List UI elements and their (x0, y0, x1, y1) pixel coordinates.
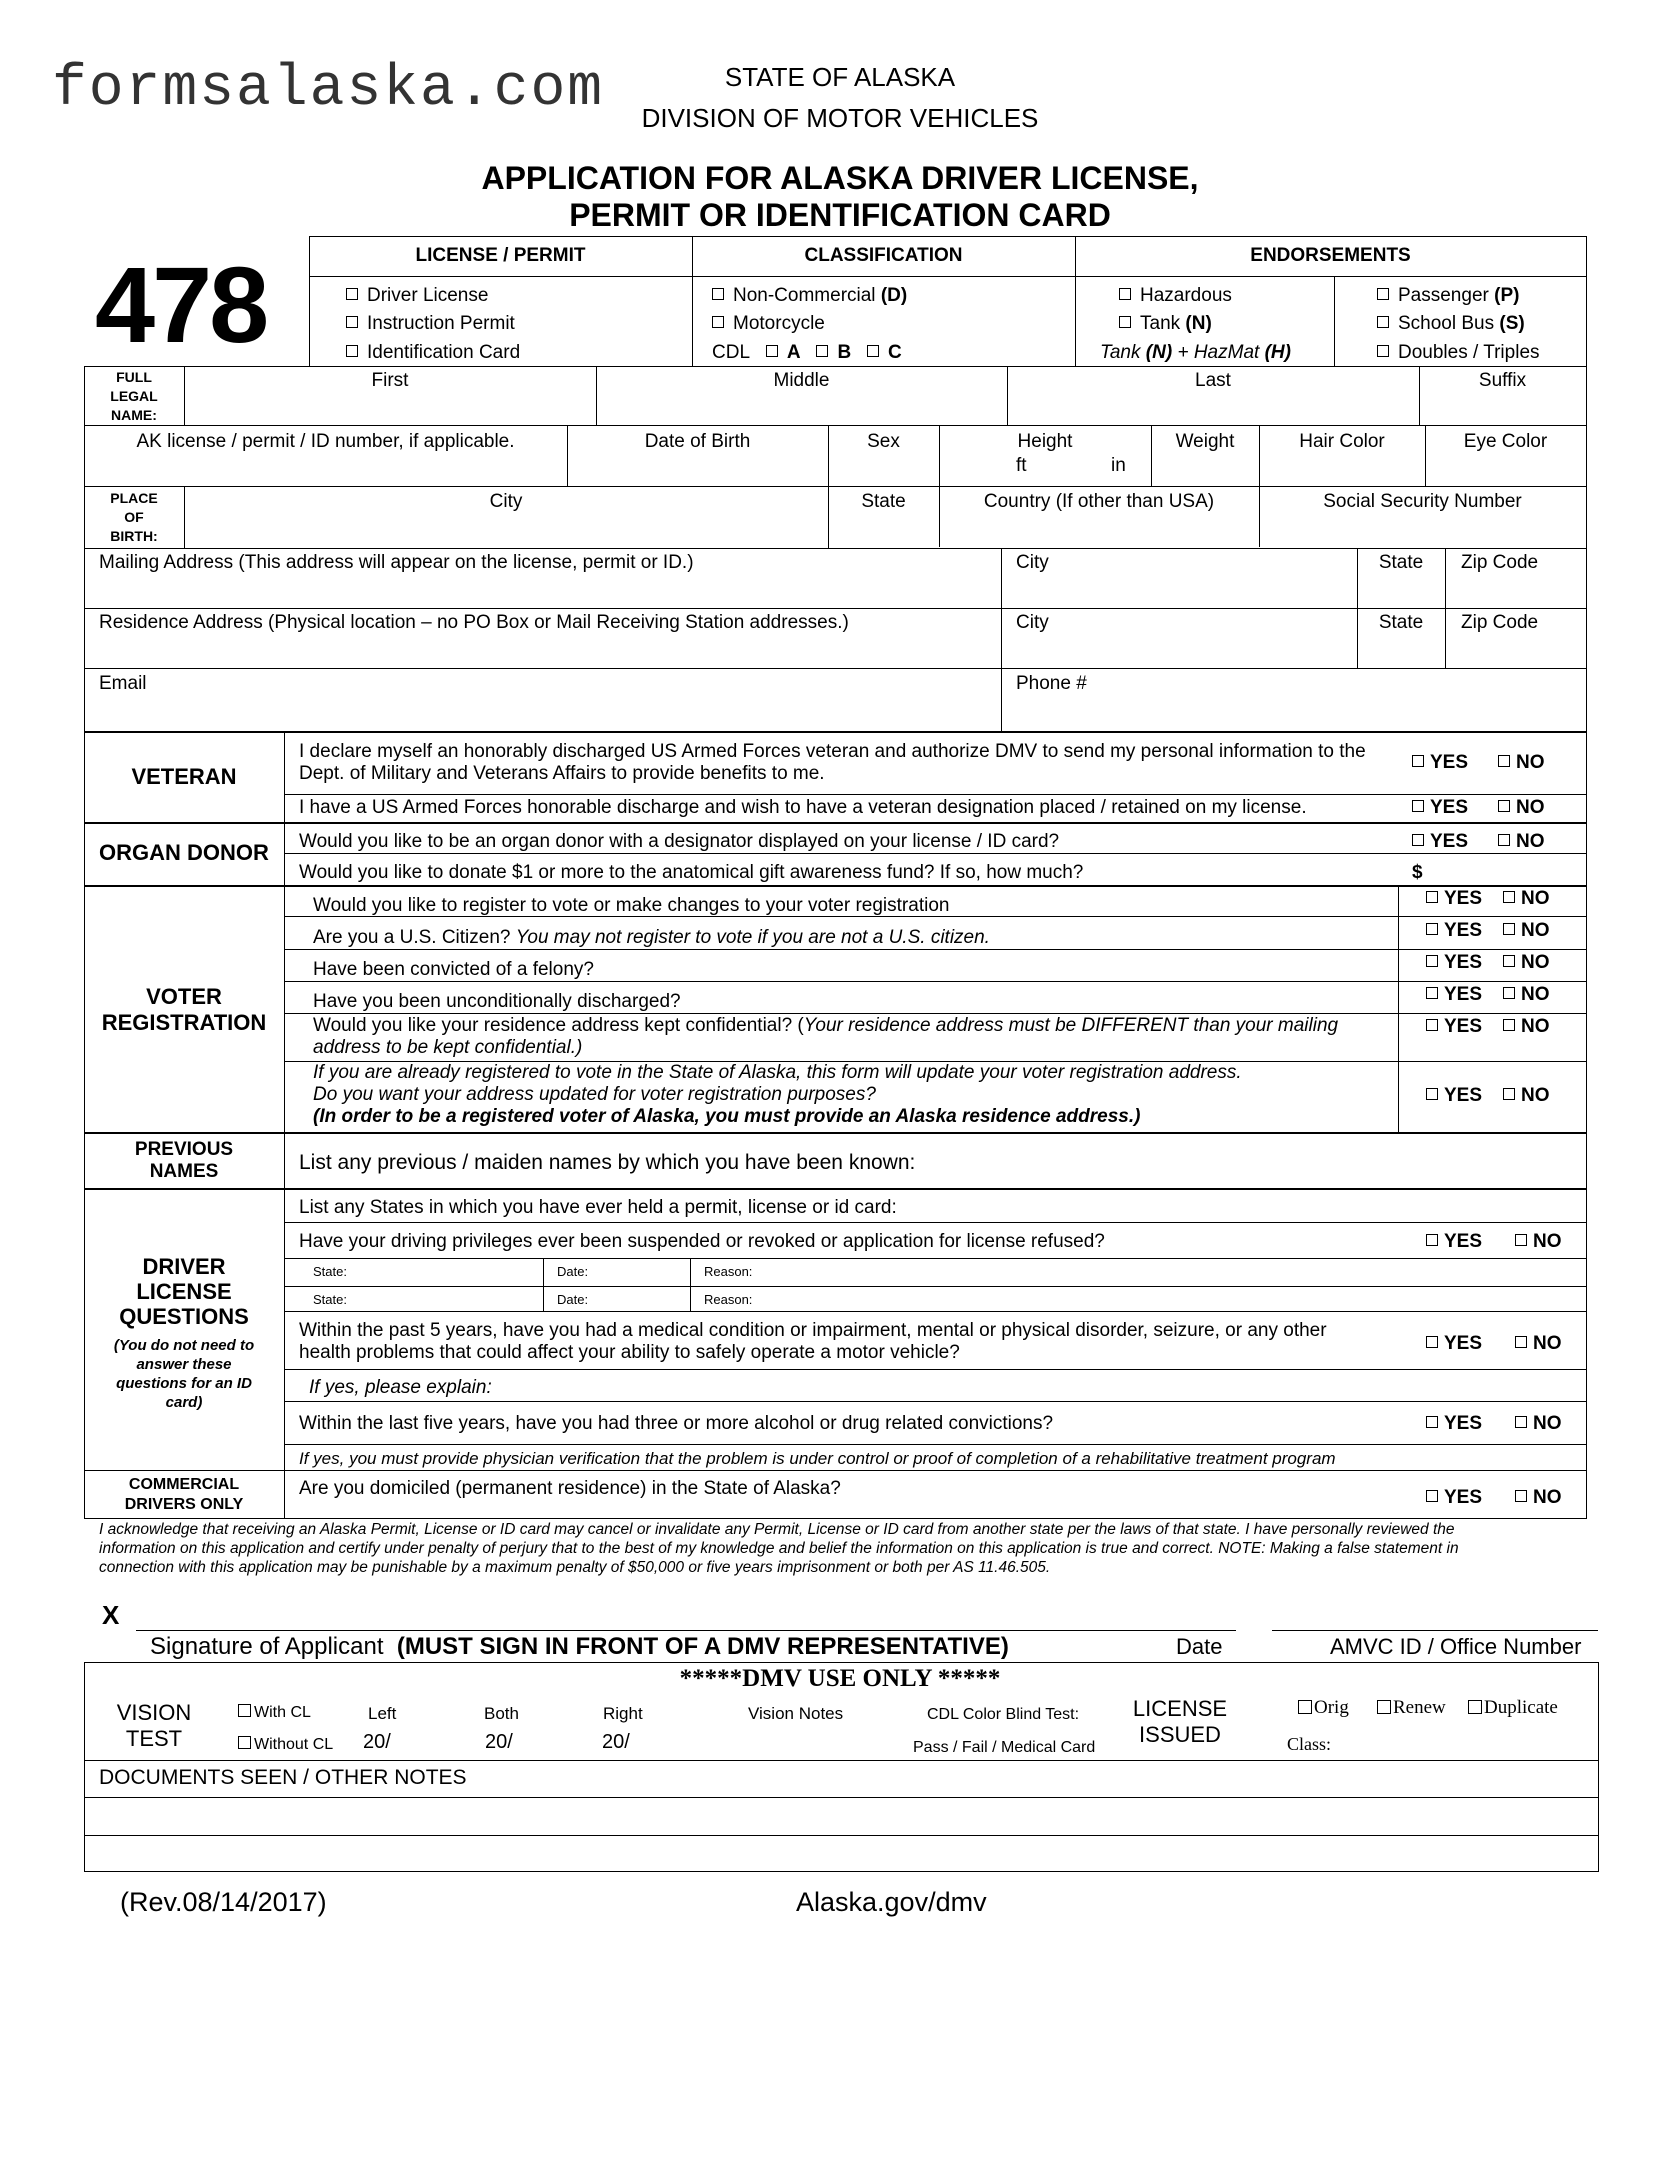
checkbox[interactable] (712, 288, 724, 300)
voter-q2-no[interactable]: NO (1503, 920, 1550, 942)
dlq-note-3: questions for an ID (116, 1375, 252, 1392)
veteran-q2-yes[interactable]: YES (1412, 797, 1468, 819)
signature-label: Signature of Applicant (MUST SIGN IN FRONT OF A DMV REPRESENTATIVE) (150, 1633, 1009, 1660)
checkbox[interactable] (1498, 834, 1510, 846)
phone-field[interactable]: Phone # (1016, 673, 1087, 694)
dlq-label-2: LICENSE (136, 1279, 232, 1304)
checkbox[interactable] (712, 316, 724, 328)
dlq-alcohol-yes[interactable]: YES (1426, 1413, 1482, 1435)
organ-q2: Would you like to donate $1 or more to the anatomical gift awareness fund? If so, how much? (299, 862, 1084, 883)
veteran-q2-no[interactable]: NO (1498, 797, 1545, 819)
col-license-permit: LICENSE / PERMIT (415, 245, 586, 266)
voter-q4-yes[interactable]: YES (1426, 984, 1482, 1006)
option-tank[interactable]: Tank (N) (1119, 313, 1212, 335)
dlq-medical-yes[interactable]: YES (1426, 1333, 1482, 1355)
dlq-suspended-yes[interactable]: YES (1426, 1231, 1482, 1253)
suffix-field[interactable]: Suffix (1478, 370, 1527, 391)
signature-date-label: Date (1176, 1634, 1223, 1659)
form-number: 478 (95, 244, 267, 365)
dlq-label-3: QUESTIONS (119, 1304, 249, 1329)
ssn-field[interactable]: Social Security Number (1323, 491, 1522, 512)
checkbox[interactable] (1426, 1019, 1438, 1031)
col-classification: CLASSIFICATION (804, 245, 963, 266)
checkbox[interactable] (1426, 1490, 1438, 1502)
documents-seen-field[interactable]: DOCUMENTS SEEN / OTHER NOTES (99, 1766, 467, 1789)
veteran-q1-line2: Dept. of Military and Veterans Affairs to provide benefits to me. (299, 763, 825, 784)
dlq-note-4: card) (165, 1394, 203, 1411)
checkbox[interactable] (1515, 1336, 1527, 1348)
email-field[interactable]: Email (99, 673, 147, 694)
birth-city-field[interactable]: City (489, 491, 523, 512)
previous-names-label-2: NAMES (149, 1161, 219, 1182)
acknowledgement-line3: connection with this application may be punishable by a maximum penalty of $50,000 or five years imprisonment or both per AS 11.46.505. (99, 1559, 1051, 1576)
checkbox-cdl-b[interactable] (816, 345, 828, 357)
voter-q2: Are you a U.S. Citizen? You may not register to vote if you are not a U.S. citizen. (313, 927, 990, 948)
dlq-state-field-2[interactable]: State: (313, 1292, 347, 1307)
checkbox[interactable] (1503, 923, 1515, 935)
voter-section-label-2: REGISTRATION (101, 1010, 267, 1035)
revision-date: (Rev.08/14/2017) (120, 1887, 327, 1917)
checkbox[interactable] (1377, 1700, 1391, 1714)
height-ft-label: ft (1016, 455, 1027, 476)
checkbox[interactable] (1426, 955, 1438, 967)
commercial-no[interactable]: NO (1515, 1487, 1562, 1509)
dlq-suspended-no[interactable]: NO (1515, 1231, 1562, 1253)
checkbox[interactable] (1515, 1490, 1527, 1502)
vision-test-label-2: TEST (125, 1726, 183, 1751)
voter-q1-yes[interactable]: YES (1426, 888, 1482, 910)
middle-name-field[interactable]: Middle (773, 370, 830, 391)
checkbox[interactable] (1412, 800, 1424, 812)
dob-field[interactable]: Date of Birth (644, 431, 751, 452)
option-doubles-triples[interactable]: Doubles / Triples (1377, 342, 1540, 364)
residence-state-field[interactable]: State (1378, 612, 1424, 633)
checkbox[interactable] (238, 1704, 251, 1717)
option-motorcycle[interactable]: Motorcycle (712, 313, 825, 335)
dlq-alcohol-note: If yes, you must provide physician verification that the problem is under control or proof of completion of a rehabilitative treatment program (299, 1449, 1336, 1468)
dmv-use-only-title: *****DMV USE ONLY ***** (679, 1665, 1001, 1692)
residence-address-field[interactable]: Residence Address (Physical location – no PO Box or Mail Receiving Station addresses.) (99, 612, 849, 633)
commercial-label-1: COMMERCIAL (128, 1476, 240, 1493)
checkbox[interactable] (1468, 1700, 1482, 1714)
license-issued-label-1: LICENSE (1132, 1696, 1228, 1721)
height-in-label: in (1111, 455, 1126, 476)
checkbox[interactable] (238, 1736, 251, 1749)
voter-q4: Have you been unconditionally discharged? (313, 991, 681, 1012)
checkbox[interactable] (1377, 345, 1389, 357)
checkbox[interactable] (1503, 1019, 1515, 1031)
checkbox[interactable] (1426, 1416, 1438, 1428)
veteran-section-label: VETERAN (131, 764, 237, 789)
voter-q6-line2: Do you want your address updated for voter registration purposes? (313, 1084, 876, 1105)
voter-q1-no[interactable]: NO (1503, 888, 1550, 910)
option-identification-card[interactable]: Identification Card (346, 342, 520, 364)
residence-zip-field[interactable]: Zip Code (1461, 612, 1539, 633)
option-tank-hazmat: Tank (N) + HazMat (H) (1100, 342, 1291, 363)
place-of-birth-label-1: PLACE (110, 490, 158, 506)
dlq-suspended-question: Have your driving privileges ever been suspended or revoked or application for license refused? (299, 1231, 1105, 1252)
checkbox[interactable] (346, 316, 358, 328)
sex-field[interactable]: Sex (867, 431, 900, 452)
dlq-states-held-field[interactable]: List any States in which you have ever held a permit, license or id card: (299, 1197, 897, 1218)
amvc-id-label: AMVC ID / Office Number (1330, 1634, 1582, 1659)
without-cl-option[interactable]: Without CL (238, 1734, 333, 1756)
height-field[interactable]: Height (1017, 431, 1073, 452)
full-legal-name-label-1: FULL (116, 369, 152, 385)
form-title-line1: APPLICATION FOR ALASKA DRIVER LICENSE, (481, 160, 1199, 196)
vision-right-label: Right (603, 1704, 643, 1723)
option-cdl: CDL A B C (712, 342, 902, 363)
organ-donor-section-label: ORGAN DONOR (99, 840, 269, 865)
checkbox[interactable] (1498, 800, 1510, 812)
vision-test-label-1: VISION (116, 1700, 192, 1725)
place-of-birth-label-3: BIRTH: (110, 528, 158, 544)
checkbox-cdl-c[interactable] (867, 345, 879, 357)
vision-left-field[interactable]: 20/ (363, 1731, 391, 1753)
license-issued-label-2: ISSUED (1139, 1722, 1221, 1747)
checkbox-cdl-a[interactable] (766, 345, 778, 357)
division-heading: DIVISION OF MOTOR VEHICLES (641, 103, 1039, 133)
organ-q1-yes[interactable]: YES (1412, 831, 1468, 853)
mailing-city-field[interactable]: City (1016, 552, 1049, 573)
hair-color-field[interactable]: Hair Color (1299, 431, 1385, 452)
previous-names-label-1: PREVIOUS (134, 1139, 234, 1160)
checkbox[interactable] (1426, 987, 1438, 999)
voter-q6-no[interactable]: NO (1503, 1085, 1550, 1107)
veteran-q1-line1: I declare myself an honorably discharged US Armed Forces veteran and authorize DMV to send my personal information to the (299, 741, 1366, 762)
checkbox[interactable] (1503, 1088, 1515, 1100)
organ-q1-no[interactable]: NO (1498, 831, 1545, 853)
signature-x-mark: X (102, 1600, 120, 1630)
state-heading: STATE OF ALASKA (724, 62, 956, 92)
checkbox[interactable] (1412, 755, 1424, 767)
option-passenger[interactable]: Passenger (P) (1377, 285, 1519, 307)
voter-q6-line1: If you are already registered to vote in the State of Alaska, this form will update your voter registration address. (313, 1062, 1242, 1083)
acknowledgement-line2: information on this application and certify under penalty of perjury that to the best of my knowledge and belief the information on this application is true and correct. NOTE: Making a false statement in (99, 1540, 1459, 1557)
commercial-question: Are you domiciled (permanent residence) in the State of Alaska? (299, 1478, 841, 1499)
checkbox[interactable] (1503, 987, 1515, 999)
voter-q3: Have been convicted of a felony? (313, 959, 594, 980)
watermark: formsalaska.com (52, 57, 605, 122)
dlq-reason-field-2[interactable]: Reason: (704, 1292, 753, 1307)
place-of-birth-label-2: OF (124, 509, 144, 525)
weight-field[interactable]: Weight (1175, 431, 1235, 452)
dmv-website[interactable]: Alaska.gov/dmv (796, 1887, 987, 1917)
dlq-alcohol-question: Within the last five years, have you had three or more alcohol or drug related convictions? (299, 1413, 1054, 1434)
eye-color-field[interactable]: Eye Color (1463, 431, 1548, 452)
dlq-date-field-2[interactable]: Date: (557, 1292, 589, 1307)
voter-q2-yes[interactable]: YES (1426, 920, 1482, 942)
voter-q1: Would you like to register to vote or make changes to your voter registration (313, 895, 950, 916)
dlq-medical-no[interactable]: NO (1515, 1333, 1562, 1355)
checkbox[interactable] (1503, 891, 1515, 903)
vision-right-field[interactable]: 20/ (602, 1731, 630, 1753)
duplicate-option[interactable]: Duplicate (1468, 1697, 1558, 1719)
checkbox[interactable] (1426, 891, 1438, 903)
dlq-alcohol-no[interactable]: NO (1515, 1413, 1562, 1435)
dlq-note-1: (You do not need to (113, 1337, 255, 1354)
option-hazardous[interactable]: Hazardous (1119, 285, 1232, 307)
renew-option[interactable]: Renew (1377, 1697, 1446, 1719)
vision-both-label: Both (484, 1704, 519, 1723)
checkbox[interactable] (1498, 755, 1510, 767)
dlq-explain-field[interactable]: If yes, please explain: (309, 1377, 492, 1398)
amvc-line[interactable] (1272, 1630, 1598, 1631)
checkbox[interactable] (346, 288, 358, 300)
checkbox[interactable] (1119, 288, 1131, 300)
voter-q6-yes[interactable]: YES (1426, 1085, 1482, 1107)
option-school-bus[interactable]: School Bus (S) (1377, 313, 1525, 335)
col-endorsements: ENDORSEMENTS (1250, 245, 1411, 266)
checkbox[interactable] (1412, 834, 1424, 846)
checkbox[interactable] (1515, 1234, 1527, 1246)
voter-q5-yes[interactable]: YES (1426, 1016, 1482, 1038)
acknowledgement-line1: I acknowledge that receiving an Alaska Permit, License or ID card may cancel or invalidate any Permit, License or ID card from another state per the laws of that state. I have personally reviewed the (99, 1521, 1455, 1538)
dlq-medical-q-line2: health problems that could affect your ability to safely operate a motor vehicle? (299, 1342, 960, 1363)
birth-state-field[interactable]: State (861, 491, 906, 512)
checkbox[interactable] (1426, 923, 1438, 935)
organ-donation-amount[interactable]: $ (1412, 862, 1423, 883)
voter-q4-no[interactable]: NO (1503, 984, 1550, 1006)
checkbox[interactable] (1426, 1088, 1438, 1100)
full-legal-name-label-3: NAME: (111, 407, 157, 423)
checkbox[interactable] (1377, 316, 1389, 328)
dlq-note-2: answer these (136, 1356, 232, 1373)
dlq-state-field-1[interactable]: State: (313, 1264, 347, 1279)
full-legal-name-label-2: LEGAL (110, 388, 158, 404)
checkbox[interactable] (1298, 1700, 1312, 1714)
last-name-field[interactable]: Last (1195, 370, 1231, 391)
pass-fail-label: Pass / Fail / Medical Card (913, 1739, 1096, 1756)
orig-option[interactable]: Orig (1298, 1697, 1349, 1719)
form-title-line2: PERMIT OR IDENTIFICATION CARD (569, 197, 1111, 233)
voter-q5-no[interactable]: NO (1503, 1016, 1550, 1038)
mailing-address-field[interactable]: Mailing Address (This address will appear on the license, permit or ID.) (99, 552, 694, 573)
checkbox[interactable] (1503, 955, 1515, 967)
mailing-zip-field[interactable]: Zip Code (1461, 552, 1539, 573)
voter-q3-no[interactable]: NO (1503, 952, 1550, 974)
with-cl-option[interactable]: With CL (238, 1702, 311, 1724)
signature-line[interactable] (136, 1630, 1236, 1631)
voter-q5-line2: address to be kept confidential.) (313, 1037, 583, 1058)
vision-both-field[interactable]: 20/ (485, 1731, 513, 1753)
checkbox[interactable] (1377, 288, 1389, 300)
first-name-field[interactable]: First (371, 370, 409, 391)
birth-country-field[interactable]: Country (If other than USA) (983, 491, 1215, 512)
mailing-state-field[interactable]: State (1378, 552, 1424, 573)
voter-q3-yes[interactable]: YES (1426, 952, 1482, 974)
organ-q1: Would you like to be an organ donor with a designator displayed on your license / ID card? (299, 831, 1060, 852)
option-non-commercial[interactable]: Non-Commercial (D) (712, 285, 907, 307)
class-field[interactable]: Class: (1287, 1734, 1332, 1754)
ak-license-number-field[interactable]: AK license / permit / ID number, if applicable. (136, 431, 515, 452)
voter-q5-line1: Would you like your residence address kept confidential? (Your residence address must be DIFFERENT than your mailing (313, 1015, 1339, 1036)
dlq-label-1: DRIVER (142, 1254, 226, 1279)
veteran-q1-yes[interactable]: YES (1412, 752, 1468, 774)
veteran-q1-no[interactable]: NO (1498, 752, 1545, 774)
checkbox[interactable] (1426, 1234, 1438, 1246)
dlq-medical-q-line1: Within the past 5 years, have you had a medical condition or impairment, mental or physical disorder, seizure, or any other (299, 1320, 1327, 1341)
veteran-q2: I have a US Armed Forces honorable discharge and wish to have a veteran designation placed / retained on my license. (299, 797, 1307, 818)
residence-city-field[interactable]: City (1016, 612, 1049, 633)
option-driver-license[interactable]: Driver License (346, 285, 488, 307)
checkbox[interactable] (346, 345, 358, 357)
option-instruction-permit[interactable]: Instruction Permit (346, 313, 515, 335)
vision-notes-field[interactable]: Vision Notes (748, 1704, 844, 1723)
vision-left-label: Left (368, 1704, 397, 1723)
cdl-color-blind-label: CDL Color Blind Test: (927, 1706, 1080, 1723)
voter-q6-line3: (In order to be a registered voter of Alaska, you must provide an Alaska residence address.) (313, 1106, 1141, 1127)
previous-names-field[interactable]: List any previous / maiden names by which you have been known: (299, 1151, 916, 1174)
commercial-label-2: DRIVERS ONLY (124, 1496, 244, 1513)
checkbox[interactable] (1119, 316, 1131, 328)
checkbox[interactable] (1515, 1416, 1527, 1428)
checkbox[interactable] (1426, 1336, 1438, 1348)
dlq-reason-field-1[interactable]: Reason: (704, 1264, 753, 1279)
voter-section-label-1: VOTER (146, 984, 222, 1009)
commercial-yes[interactable]: YES (1426, 1487, 1482, 1509)
dlq-date-field-1[interactable]: Date: (557, 1264, 589, 1279)
